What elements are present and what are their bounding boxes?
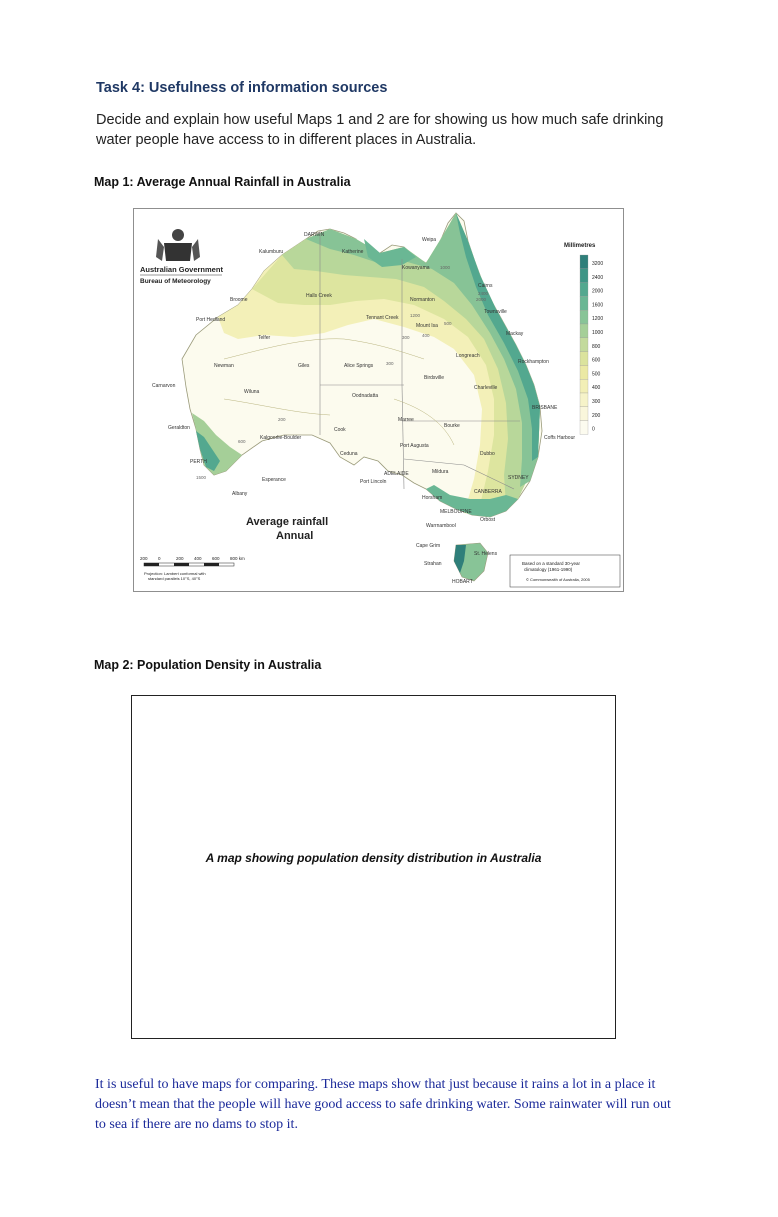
legend-value: 400 (592, 385, 601, 392)
agency-text: Bureau of Meteorology (140, 278, 211, 285)
place-label: Tennant Creek (366, 315, 399, 321)
legend-value: 1200 (592, 316, 604, 323)
emblem-text: Australian Government (140, 265, 223, 274)
rainfall-map-graphic (134, 209, 623, 591)
legend-swatch (580, 352, 588, 366)
legend-swatch (580, 283, 588, 297)
map-title-line2: Annual (276, 530, 314, 542)
svg-text:200: 200 (278, 417, 286, 422)
place-label: Coffs Harbour (544, 435, 576, 441)
place-label: Mildura (432, 469, 449, 475)
legend-swatch (580, 324, 588, 338)
place-label: Port Lincoln (360, 479, 387, 485)
map-title-line1: Average rainfall (246, 516, 329, 528)
place-label: Charleville (474, 385, 498, 391)
place-label: Ceduna (340, 451, 358, 457)
place-label: Kowanyama (402, 265, 430, 271)
legend-swatch (580, 310, 588, 324)
place-label: Horsham (422, 495, 443, 501)
population-map-placeholder (131, 695, 616, 1039)
legend-value: 0 (592, 426, 595, 433)
legend-value: 2000 (592, 288, 604, 295)
legend-swatch (580, 296, 588, 310)
place-label: Longreach (456, 353, 480, 359)
place-label: BRISBANE (532, 405, 558, 411)
svg-text:300: 300 (402, 335, 410, 340)
place-label: HOBART (452, 579, 473, 585)
legend-value: 2400 (592, 274, 604, 281)
legend-swatch (580, 269, 588, 283)
place-label: MELBOURNE (440, 509, 472, 515)
place-label: Bourke (444, 423, 460, 429)
legend-value: 300 (592, 399, 601, 405)
place-label: PERTH (190, 459, 207, 465)
place-label: Rockhampton (518, 359, 549, 365)
scale-tick-label: 0 (158, 556, 161, 561)
place-label: Townsville (484, 309, 507, 315)
place-label: Normanton (410, 297, 435, 303)
scale-tick-label: 600 (212, 556, 220, 561)
place-label: Alice Springs (344, 363, 374, 369)
scale-tick-label: 200 (176, 556, 184, 561)
place-label: Esperance (262, 477, 286, 483)
place-label: ADELAIDE (384, 471, 409, 477)
legend-value: 1000 (592, 330, 604, 336)
place-label: Port Hedland (196, 317, 226, 323)
svg-text:1000: 1000 (440, 265, 451, 270)
place-label: Cook (334, 427, 346, 433)
svg-text:1500: 1500 (196, 475, 207, 480)
place-label: Birdsville (424, 375, 445, 381)
legend-title: Millimetres (564, 243, 596, 249)
scale-tick-label: 400 (194, 556, 202, 561)
climatology-line2: climatology (1961-1990) (524, 567, 573, 572)
place-label: Albany (232, 491, 248, 497)
place-label: Kalumburu (259, 249, 284, 255)
place-label: Halls Creek (306, 293, 332, 299)
legend-swatch (580, 379, 588, 393)
place-label: Newman (214, 363, 234, 369)
place-label: DARWIN (304, 232, 325, 238)
place-label: Marree (398, 417, 414, 423)
task-instruction: Decide and explain how useful Maps 1 and 2 are for showing us how much safe drinking water people have access to in different places in Australia. (96, 112, 664, 148)
population-map-caption: A map showing population density distribution in Australia (205, 851, 542, 865)
place-label: Cape Grim (416, 543, 441, 549)
projection-line2: standard parallels 10°S, 40°S (148, 576, 201, 581)
copyright-text: © Commonwealth of Australia, 2005 (526, 577, 590, 582)
place-label: Katherine (342, 249, 364, 255)
legend-swatch (580, 393, 588, 407)
rainfall-map (133, 208, 624, 592)
scale-tick-label: 200 (140, 556, 148, 561)
place-label: SYDNEY (508, 475, 529, 481)
place-label: Carnarvon (152, 383, 176, 389)
place-label: Dubbo (480, 451, 495, 457)
place-label: Port Augusta (400, 443, 429, 449)
svg-text:1200: 1200 (410, 313, 421, 318)
place-label: St. Helens (474, 551, 498, 557)
place-label: Mount Isa (416, 323, 438, 329)
map2-heading: Map 2: Population Density in Australia (94, 658, 322, 672)
place-label: Giles (298, 363, 310, 369)
legend-value: 600 (592, 357, 601, 364)
legend-swatch (580, 407, 588, 421)
climatology-line1: Based on a standard 30-year (522, 561, 581, 566)
place-label: Mackay (506, 331, 524, 337)
place-label: Weipa (422, 237, 437, 243)
place-label: Strahan (424, 561, 442, 567)
legend-value: 200 (592, 412, 601, 419)
place-label: Oodnadatta (352, 393, 379, 399)
task-title: Task 4: Usefulness of information sources (96, 80, 388, 96)
place-label: Warrnambool (426, 523, 456, 529)
legend-swatch (580, 421, 588, 435)
place-label: Kalgoorlie-Boulder (260, 435, 302, 441)
place-label: Geraldton (168, 425, 190, 431)
svg-text:300: 300 (386, 361, 394, 366)
legend-value: 3200 (592, 261, 604, 267)
place-label: Cairns (478, 283, 493, 289)
svg-text:400: 400 (422, 333, 430, 338)
place-label: Broome (230, 297, 248, 303)
svg-text:2000: 2000 (476, 297, 487, 302)
svg-text:600: 600 (238, 439, 246, 444)
student-answer: It is useful to have maps for comparing. These maps show that just because it rains a lot in a place it doesn’t mean that the people will have good access to safe drinking water. Some rainwater will run out to sea if there are no dams to stop it. (95, 1077, 671, 1132)
legend-value: 1600 (592, 302, 604, 309)
legend-value: 800 (592, 343, 601, 350)
map1-heading: Map 1: Average Annual Rainfall in Australia (94, 175, 351, 189)
svg-text:500: 500 (444, 321, 452, 326)
scale-tick-label: 800 km (230, 556, 245, 561)
place-label: CANBERRA (474, 489, 502, 495)
svg-text:2400: 2400 (478, 291, 489, 296)
legend-swatch (580, 338, 588, 352)
place-label: Wiluna (244, 389, 260, 395)
projection-line1: Projection: Lambert conformal with (144, 571, 206, 576)
place-label: Orbost (480, 517, 496, 523)
legend-swatch (580, 255, 588, 269)
legend-swatch (580, 365, 588, 379)
legend-value: 500 (592, 371, 601, 378)
place-label: Telfer (258, 335, 271, 341)
